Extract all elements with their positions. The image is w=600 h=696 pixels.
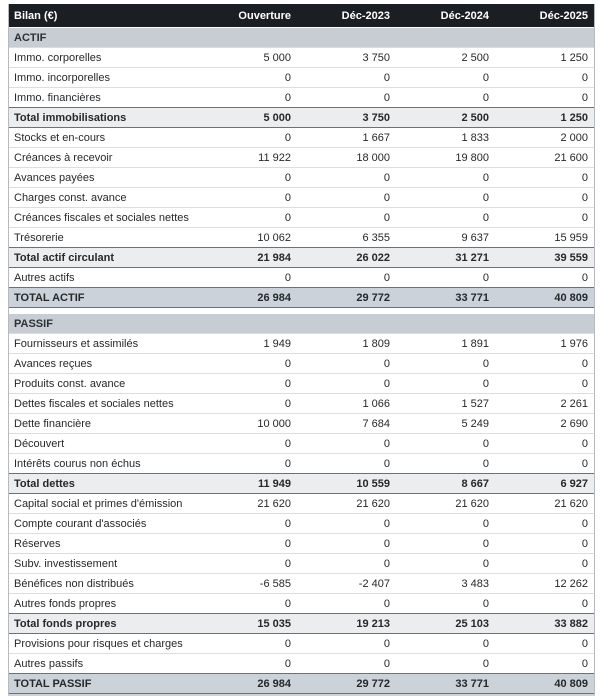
row-label: Dettes fiscales et sociales nettes xyxy=(9,394,198,414)
value-cell: 0 xyxy=(495,434,594,454)
value-cell: 0 xyxy=(198,128,297,148)
value-cell: 5 249 xyxy=(396,414,495,434)
value-cell: 0 xyxy=(396,514,495,534)
row-total-actif xyxy=(9,288,594,308)
row-label: Fournisseurs et assimilés xyxy=(9,334,198,354)
value-cell: 3 750 xyxy=(297,48,396,68)
value-cell: 2 500 xyxy=(396,108,495,128)
value-cell: 10 000 xyxy=(198,414,297,434)
value-cell: 0 xyxy=(495,534,594,554)
row-decouvert xyxy=(9,434,594,454)
section-title: ACTIF xyxy=(9,28,594,48)
row-label: Dette financière xyxy=(9,414,198,434)
value-cell: 0 xyxy=(396,268,495,288)
value-cell: 0 xyxy=(198,634,297,654)
value-cell: 0 xyxy=(495,654,594,674)
row-label: TOTAL ACTIF xyxy=(9,288,198,308)
value-cell: 21 600 xyxy=(495,148,594,168)
value-cell: 0 xyxy=(297,208,396,228)
value-cell: 0 xyxy=(297,168,396,188)
value-cell: 33 771 xyxy=(396,674,495,694)
value-cell: 0 xyxy=(198,394,297,414)
value-cell: 21 984 xyxy=(198,248,297,268)
row-label: Total fonds propres xyxy=(9,614,198,634)
balance-sheet-table xyxy=(9,4,594,694)
value-cell: 0 xyxy=(198,434,297,454)
value-cell: 1 891 xyxy=(396,334,495,354)
col-header-dec-2023: Déc-2023 xyxy=(297,4,396,28)
value-cell: 0 xyxy=(198,208,297,228)
value-cell: 1 250 xyxy=(495,108,594,128)
value-cell: 0 xyxy=(198,354,297,374)
value-cell: 21 620 xyxy=(198,494,297,514)
row-label: Autres actifs xyxy=(9,268,198,288)
value-cell: 0 xyxy=(495,594,594,614)
value-cell: 33 882 xyxy=(495,614,594,634)
row-reserves xyxy=(9,534,594,554)
row-total-actif-circulant xyxy=(9,248,594,268)
value-cell: 0 xyxy=(396,594,495,614)
value-cell: 18 000 xyxy=(297,148,396,168)
row-immo-corporelles xyxy=(9,48,594,68)
row-label: Avances payées xyxy=(9,168,198,188)
row-subv-investissement xyxy=(9,554,594,574)
table-title: Bilan (€) xyxy=(9,4,198,28)
value-cell: 0 xyxy=(396,634,495,654)
row-label: Créances fiscales et sociales nettes xyxy=(9,208,198,228)
row-charges-const-avance xyxy=(9,188,594,208)
value-cell: 0 xyxy=(396,374,495,394)
value-cell: 21 620 xyxy=(297,494,396,514)
value-cell: 15 959 xyxy=(495,228,594,248)
table-body xyxy=(9,28,594,694)
row-label: Immo. corporelles xyxy=(9,48,198,68)
value-cell: 7 684 xyxy=(297,414,396,434)
value-cell: 15 035 xyxy=(198,614,297,634)
row-label: Intérêts courus non échus xyxy=(9,454,198,474)
value-cell: 0 xyxy=(198,534,297,554)
section-header-passif xyxy=(9,314,594,334)
value-cell: 1 250 xyxy=(495,48,594,68)
value-cell: 0 xyxy=(495,268,594,288)
row-label: Produits const. avance xyxy=(9,374,198,394)
value-cell: 0 xyxy=(396,68,495,88)
value-cell: 0 xyxy=(297,434,396,454)
row-label: Avances reçues xyxy=(9,354,198,374)
value-cell: 21 620 xyxy=(495,494,594,514)
row-immo-financieres xyxy=(9,88,594,108)
value-cell: 0 xyxy=(495,354,594,374)
value-cell: 1 976 xyxy=(495,334,594,354)
value-cell: 0 xyxy=(297,554,396,574)
row-tresorerie xyxy=(9,228,594,248)
value-cell: 25 103 xyxy=(396,614,495,634)
value-cell: 2 261 xyxy=(495,394,594,414)
value-cell: 0 xyxy=(297,534,396,554)
row-label: Compte courant d'associés xyxy=(9,514,198,534)
row-autres-fonds-propres xyxy=(9,594,594,614)
value-cell: 2 500 xyxy=(396,48,495,68)
value-cell: 0 xyxy=(297,354,396,374)
value-cell: 19 213 xyxy=(297,614,396,634)
value-cell: 0 xyxy=(297,268,396,288)
row-fournisseurs-et-assimiles xyxy=(9,334,594,354)
value-cell: 0 xyxy=(297,634,396,654)
value-cell: 0 xyxy=(297,188,396,208)
row-avances-payees xyxy=(9,168,594,188)
value-cell: 1 833 xyxy=(396,128,495,148)
value-cell: 10 062 xyxy=(198,228,297,248)
value-cell: 0 xyxy=(198,374,297,394)
row-immo-incorporelles xyxy=(9,68,594,88)
row-creances-a-recevoir xyxy=(9,148,594,168)
row-label: Autres passifs xyxy=(9,654,198,674)
value-cell: 0 xyxy=(198,168,297,188)
value-cell: 0 xyxy=(495,514,594,534)
value-cell: 19 800 xyxy=(396,148,495,168)
row-label: Total actif circulant xyxy=(9,248,198,268)
value-cell: 0 xyxy=(495,188,594,208)
value-cell: 0 xyxy=(396,554,495,574)
value-cell: 33 771 xyxy=(396,288,495,308)
row-label: Découvert xyxy=(9,434,198,454)
value-cell: 0 xyxy=(198,554,297,574)
row-label: Créances à recevoir xyxy=(9,148,198,168)
row-label: Immo. incorporelles xyxy=(9,68,198,88)
value-cell: 0 xyxy=(396,654,495,674)
row-provisions-pour-risques-et-charges xyxy=(9,634,594,654)
value-cell: 0 xyxy=(495,374,594,394)
col-header-dec-2025: Déc-2025 xyxy=(495,4,594,28)
value-cell: -6 585 xyxy=(198,574,297,594)
value-cell: 0 xyxy=(396,168,495,188)
row-creances-fiscales-et-sociales-nettes xyxy=(9,208,594,228)
value-cell: 0 xyxy=(198,454,297,474)
row-label: Trésorerie xyxy=(9,228,198,248)
value-cell: 2 690 xyxy=(495,414,594,434)
row-label: Stocks et en-cours xyxy=(9,128,198,148)
value-cell: 11 949 xyxy=(198,474,297,494)
value-cell: 0 xyxy=(396,188,495,208)
value-cell: 26 984 xyxy=(198,674,297,694)
row-produits-const-avance xyxy=(9,374,594,394)
row-label: Bénéfices non distribués xyxy=(9,574,198,594)
value-cell: 5 000 xyxy=(198,48,297,68)
value-cell: 0 xyxy=(495,554,594,574)
value-cell: 3 483 xyxy=(396,574,495,594)
value-cell: 29 772 xyxy=(297,288,396,308)
row-interets-courus-non-echus xyxy=(9,454,594,474)
row-stocks-et-en-cours xyxy=(9,128,594,148)
value-cell: 12 262 xyxy=(495,574,594,594)
value-cell: 0 xyxy=(396,534,495,554)
value-cell: 21 620 xyxy=(396,494,495,514)
value-cell: 8 667 xyxy=(396,474,495,494)
value-cell: 0 xyxy=(495,454,594,474)
section-header-actif xyxy=(9,28,594,48)
row-autres-actifs xyxy=(9,268,594,288)
row-benefices-non-distribues xyxy=(9,574,594,594)
row-label: TOTAL PASSIF xyxy=(9,674,198,694)
value-cell: -2 407 xyxy=(297,574,396,594)
value-cell: 3 750 xyxy=(297,108,396,128)
value-cell: 0 xyxy=(495,68,594,88)
value-cell: 0 xyxy=(396,208,495,228)
value-cell: 0 xyxy=(198,594,297,614)
value-cell: 5 000 xyxy=(198,108,297,128)
row-dettes-fiscales-et-sociales-nettes xyxy=(9,394,594,414)
section-title: PASSIF xyxy=(9,314,594,334)
col-header-ouverture: Ouverture xyxy=(198,4,297,28)
row-total-fonds-propres xyxy=(9,614,594,634)
col-header-dec-2024: Déc-2024 xyxy=(396,4,495,28)
value-cell: 0 xyxy=(396,454,495,474)
value-cell: 0 xyxy=(297,88,396,108)
value-cell: 0 xyxy=(198,88,297,108)
row-autres-passifs xyxy=(9,654,594,674)
value-cell: 26 984 xyxy=(198,288,297,308)
value-cell: 0 xyxy=(297,514,396,534)
value-cell: 1 949 xyxy=(198,334,297,354)
value-cell: 0 xyxy=(198,68,297,88)
row-compte-courant-d-associes xyxy=(9,514,594,534)
value-cell: 0 xyxy=(396,354,495,374)
row-label: Capital social et primes d'émission xyxy=(9,494,198,514)
row-avances-recues xyxy=(9,354,594,374)
value-cell: 2 000 xyxy=(495,128,594,148)
value-cell: 10 559 xyxy=(297,474,396,494)
row-total-passif xyxy=(9,674,594,694)
value-cell: 0 xyxy=(297,68,396,88)
value-cell: 39 559 xyxy=(495,248,594,268)
header-row xyxy=(9,4,594,28)
row-total-dettes xyxy=(9,474,594,494)
value-cell: 0 xyxy=(297,374,396,394)
value-cell: 0 xyxy=(495,88,594,108)
value-cell: 0 xyxy=(495,634,594,654)
balance-sheet xyxy=(8,4,595,696)
row-label: Total dettes xyxy=(9,474,198,494)
row-capital-social-et-primes-d-emission xyxy=(9,494,594,514)
value-cell: 1 066 xyxy=(297,394,396,414)
row-total-immobilisations xyxy=(9,108,594,128)
value-cell: 0 xyxy=(198,188,297,208)
row-label: Subv. investissement xyxy=(9,554,198,574)
row-label: Total immobilisations xyxy=(9,108,198,128)
row-label: Immo. financières xyxy=(9,88,198,108)
value-cell: 6 355 xyxy=(297,228,396,248)
value-cell: 1 667 xyxy=(297,128,396,148)
value-cell: 0 xyxy=(198,654,297,674)
value-cell: 0 xyxy=(396,88,495,108)
row-label: Provisions pour risques et charges xyxy=(9,634,198,654)
value-cell: 0 xyxy=(198,514,297,534)
row-label: Réserves xyxy=(9,534,198,554)
value-cell: 0 xyxy=(297,594,396,614)
value-cell: 0 xyxy=(297,454,396,474)
value-cell: 0 xyxy=(396,434,495,454)
value-cell: 0 xyxy=(198,268,297,288)
row-dette-financiere xyxy=(9,414,594,434)
value-cell: 26 022 xyxy=(297,248,396,268)
value-cell: 0 xyxy=(495,168,594,188)
value-cell: 31 271 xyxy=(396,248,495,268)
value-cell: 0 xyxy=(495,208,594,228)
value-cell: 9 637 xyxy=(396,228,495,248)
value-cell: 29 772 xyxy=(297,674,396,694)
row-label: Charges const. avance xyxy=(9,188,198,208)
value-cell: 0 xyxy=(297,654,396,674)
row-label: Autres fonds propres xyxy=(9,594,198,614)
value-cell: 1 527 xyxy=(396,394,495,414)
value-cell: 1 809 xyxy=(297,334,396,354)
value-cell: 40 809 xyxy=(495,674,594,694)
value-cell: 11 922 xyxy=(198,148,297,168)
value-cell: 40 809 xyxy=(495,288,594,308)
value-cell: 6 927 xyxy=(495,474,594,494)
